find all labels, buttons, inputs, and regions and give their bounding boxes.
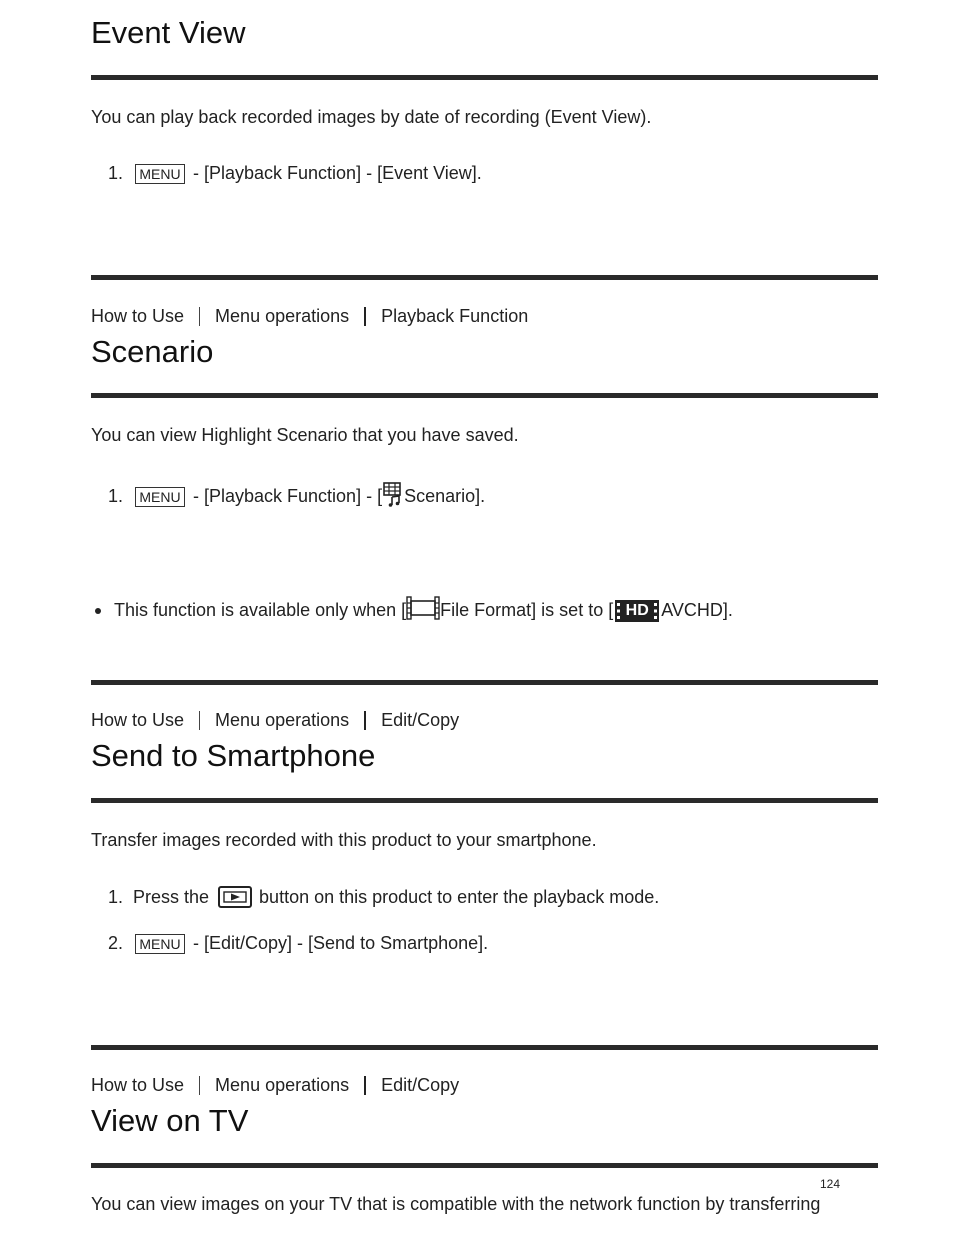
step-number: 1. xyxy=(108,486,124,506)
section-divider xyxy=(91,680,878,685)
step-text-before: - [Playback Function] - [ xyxy=(193,486,383,506)
breadcrumb-separator xyxy=(199,307,200,326)
step-number: 1. xyxy=(108,886,124,907)
step-text-after: Scenario]. xyxy=(404,486,486,506)
breadcrumb-edit-copy[interactable]: Edit/Copy xyxy=(381,1075,460,1095)
breadcrumb-menu-operations[interactable]: Menu operations xyxy=(215,306,350,326)
breadcrumb xyxy=(91,710,459,731)
scenario-intro: You can view Highlight Scenario that you have saved. xyxy=(91,425,519,445)
hd-label: HD xyxy=(625,601,649,619)
step-text-before: Press the xyxy=(133,886,210,907)
step-text: - [Playback Function] - [Event View]. xyxy=(193,163,482,183)
send-to-smartphone-intro: Transfer images recorded with this product to your smartphone. xyxy=(91,830,597,850)
section-divider xyxy=(91,275,878,280)
step-number: 2. xyxy=(108,933,124,953)
breadcrumb-how-to-use[interactable]: How to Use xyxy=(91,306,185,326)
title-rule xyxy=(91,393,878,398)
title-rule xyxy=(91,1163,878,1168)
section-title-send-to-smartphone: Send to Smartphone xyxy=(91,738,376,773)
note-text-before: This function is available only when [ xyxy=(114,600,407,620)
playback-button-icon xyxy=(218,886,252,908)
send-step-2 xyxy=(108,933,488,954)
event-view-step-1 xyxy=(108,163,482,184)
bullet-dot xyxy=(95,608,101,614)
breadcrumb-separator xyxy=(364,711,366,730)
breadcrumb-playback-function[interactable]: Playback Function xyxy=(381,306,529,326)
breadcrumb-separator xyxy=(364,1076,366,1095)
section-divider xyxy=(91,1045,878,1050)
breadcrumb-how-to-use[interactable]: How to Use xyxy=(91,1075,185,1095)
breadcrumb-separator xyxy=(199,1076,200,1095)
menu-key-icon: MENU xyxy=(135,164,185,184)
breadcrumb xyxy=(91,306,528,327)
scenario-note xyxy=(91,596,733,625)
page-number: 124 xyxy=(820,1177,841,1191)
title-rule xyxy=(91,798,878,803)
breadcrumb-menu-operations[interactable]: Menu operations xyxy=(215,710,350,730)
view-on-tv-intro: You can view images on your TV that is compatible with the network function by transferring xyxy=(91,1194,821,1214)
breadcrumb-edit-copy[interactable]: Edit/Copy xyxy=(381,710,460,730)
step-text-after: button on this product to enter the playback mode. xyxy=(259,886,660,907)
section-title-view-on-tv: View on TV xyxy=(91,1103,249,1138)
menu-key-icon: MENU xyxy=(135,487,185,507)
event-view-intro: You can play back recorded images by date of recording (Event View). xyxy=(91,107,652,127)
step-text: - [Edit/Copy] - [Send to Smartphone]. xyxy=(193,933,489,953)
step-number: 1. xyxy=(108,163,124,183)
breadcrumb-how-to-use[interactable]: How to Use xyxy=(91,710,185,730)
breadcrumb-menu-operations[interactable]: Menu operations xyxy=(215,1075,350,1095)
note-text-middle: File Format] is set to [ xyxy=(440,600,614,620)
breadcrumb xyxy=(91,1075,459,1096)
scenario-step-1 xyxy=(108,481,485,512)
menu-key-icon: MENU xyxy=(135,934,185,954)
section-title-event-view: Event View xyxy=(91,15,246,50)
film-format-icon xyxy=(406,596,440,625)
breadcrumb-separator xyxy=(199,711,200,730)
hd-icon xyxy=(615,600,659,622)
section-title-scenario: Scenario xyxy=(91,334,214,369)
scenario-icon xyxy=(382,481,404,512)
title-rule xyxy=(91,75,878,80)
send-step-1 xyxy=(108,886,659,908)
note-text-after: AVCHD]. xyxy=(661,600,733,620)
breadcrumb-separator xyxy=(364,307,366,326)
